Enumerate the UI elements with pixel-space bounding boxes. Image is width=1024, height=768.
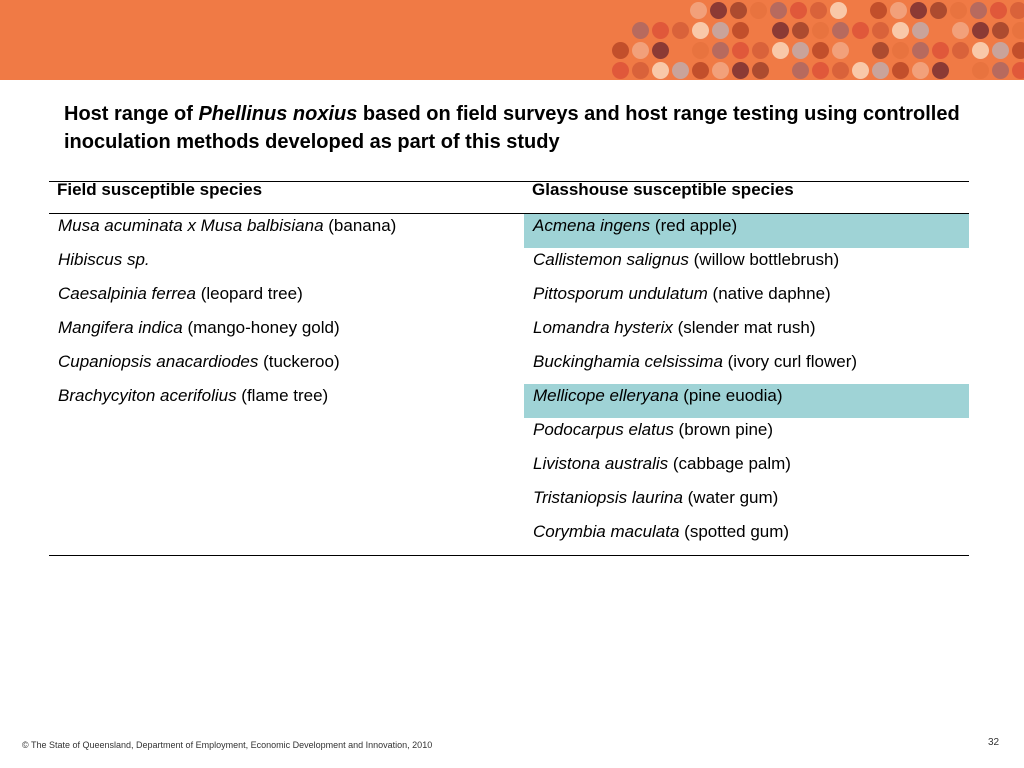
scientific-name: Mellicope elleryana: [533, 386, 679, 405]
banner-dot: [672, 62, 689, 79]
field-species-cell: [58, 386, 328, 406]
banner-dot: [690, 2, 707, 19]
field-species-cell: [58, 352, 340, 372]
banner-dot: [992, 62, 1009, 79]
scientific-name: Livistona australis: [533, 454, 669, 473]
banner-dot: [692, 22, 709, 39]
common-name: (slender mat rush): [672, 318, 816, 337]
field-species-cell: [58, 250, 150, 270]
field-species-cell: [58, 318, 340, 338]
banner-dot: [692, 62, 709, 79]
banner-dot: [810, 2, 827, 19]
banner-dot: [710, 2, 727, 19]
glasshouse-species-cell: [533, 250, 839, 270]
banner-dot: [732, 62, 749, 79]
common-name: (red apple): [650, 216, 738, 235]
banner-dot: [612, 42, 629, 59]
glasshouse-species-cell: [533, 352, 857, 372]
banner-dot: [652, 42, 669, 59]
banner-dot: [732, 42, 749, 59]
copyright-footer: © The State of Queensland, Department of Employment, Economic Development and Innovation, 2010: [22, 740, 433, 750]
banner-dot: [792, 42, 809, 59]
banner-dot: [892, 42, 909, 59]
glasshouse-species-cell: [533, 386, 783, 406]
banner-dot: [970, 2, 987, 19]
scientific-name: Acmena ingens: [533, 216, 651, 235]
glasshouse-species-cell: [533, 284, 831, 304]
title-rest: based on field surveys and host range testing using controlled inoculation methods developed as part of this study: [64, 103, 960, 153]
common-name: (cabbage palm): [668, 454, 791, 473]
common-name: (brown pine): [673, 420, 774, 439]
banner-dot: [832, 62, 849, 79]
banner-dot: [612, 62, 629, 79]
banner-dot: [812, 42, 829, 59]
header-banner: [0, 0, 1024, 80]
banner-dot: [852, 22, 869, 39]
banner-dot: [932, 42, 949, 59]
banner-dot: [632, 62, 649, 79]
banner-dot: [712, 62, 729, 79]
common-name: (flame tree): [236, 386, 329, 405]
banner-dot: [672, 22, 689, 39]
common-name: (leopard tree): [195, 284, 303, 303]
scientific-name: Musa acuminata x Musa balbisiana: [58, 216, 324, 235]
common-name: (willow bottlebrush): [688, 250, 840, 269]
page-number: 32: [988, 737, 1000, 748]
banner-dot: [872, 62, 889, 79]
glasshouse-species-cell: [533, 420, 773, 440]
banner-dot: [992, 22, 1009, 39]
banner-dot: [752, 42, 769, 59]
glasshouse-species-cell: [533, 522, 789, 542]
banner-dot: [792, 22, 809, 39]
banner-dot: [772, 42, 789, 59]
banner-dot: [892, 62, 909, 79]
banner-dot: [912, 62, 929, 79]
field-species-cell: [58, 284, 303, 304]
title-prefix: Host range of: [64, 103, 199, 125]
table-bottom-rule: [49, 555, 969, 556]
glasshouse-species-cell: [533, 488, 778, 508]
scientific-name: Brachycyiton acerifolius: [58, 386, 237, 405]
banner-dot: [972, 22, 989, 39]
banner-dot: [912, 42, 929, 59]
banner-dot: [712, 22, 729, 39]
banner-dot: [812, 22, 829, 39]
banner-dot: [872, 42, 889, 59]
scientific-name: Podocarpus elatus: [533, 420, 674, 439]
glasshouse-species-cell: [533, 318, 816, 338]
banner-dot: [830, 2, 847, 19]
header-bottom-rule: [49, 213, 969, 214]
banner-dot: [812, 62, 829, 79]
banner-dot: [832, 42, 849, 59]
banner-dot: [712, 42, 729, 59]
banner-dot: [930, 2, 947, 19]
scientific-name: Callistemon salignus: [533, 250, 689, 269]
banner-dot: [692, 42, 709, 59]
glasshouse-species-cell: [533, 454, 791, 474]
banner-dot: [992, 42, 1009, 59]
scientific-name: Mangifera indica: [58, 318, 183, 337]
banner-dot: [910, 2, 927, 19]
banner-dot: [772, 22, 789, 39]
banner-dot: [952, 22, 969, 39]
banner-dot: [1012, 22, 1024, 39]
slide-title: [64, 100, 964, 156]
banner-dot: [870, 2, 887, 19]
title-species: Phellinus noxius: [198, 103, 358, 125]
banner-dot: [1010, 2, 1024, 19]
banner-dot: [872, 22, 889, 39]
common-name: (water gum): [682, 488, 779, 507]
banner-dot: [952, 42, 969, 59]
common-name: (spotted gum): [679, 522, 790, 541]
banner-dot: [730, 2, 747, 19]
banner-dot: [912, 22, 929, 39]
banner-dot: [990, 2, 1007, 19]
banner-dot: [1012, 42, 1024, 59]
banner-dot: [652, 22, 669, 39]
scientific-name: Pittosporum undulatum: [533, 284, 708, 303]
banner-dot: [792, 62, 809, 79]
common-name: (banana): [323, 216, 397, 235]
banner-dot: [950, 2, 967, 19]
banner-dot: [932, 62, 949, 79]
scientific-name: Corymbia maculata: [533, 522, 680, 541]
scientific-name: Buckinghamia celsissima: [533, 352, 723, 371]
scientific-name: Lomandra hysterix: [533, 318, 673, 337]
banner-dot: [632, 22, 649, 39]
field-species-cell: [58, 216, 396, 236]
banner-dot: [632, 42, 649, 59]
scientific-name: Caesalpinia ferrea: [58, 284, 196, 303]
scientific-name: Hibiscus sp.: [58, 250, 150, 269]
banner-dot: [972, 42, 989, 59]
common-name: (pine euodia): [678, 386, 783, 405]
common-name: (native daphne): [707, 284, 831, 303]
banner-dot: [852, 62, 869, 79]
scientific-name: Cupaniopsis anacardiodes: [58, 352, 259, 371]
glasshouse-species-cell: [533, 216, 737, 236]
banner-dot: [750, 2, 767, 19]
banner-dot: [770, 2, 787, 19]
banner-dot: [972, 62, 989, 79]
banner-dot: [732, 22, 749, 39]
banner-dot: [832, 22, 849, 39]
scientific-name: Tristaniopsis laurina: [533, 488, 683, 507]
banner-dot: [752, 62, 769, 79]
header-glasshouse: Glasshouse susceptible species: [532, 180, 794, 199]
banner-dot: [790, 2, 807, 19]
header-field: Field susceptible species: [57, 180, 263, 199]
banner-dot: [892, 22, 909, 39]
banner-dot: [1012, 62, 1024, 79]
banner-dot: [652, 62, 669, 79]
common-name: (ivory curl flower): [722, 352, 858, 371]
banner-dot: [890, 2, 907, 19]
common-name: (mango-honey gold): [182, 318, 340, 337]
common-name: (tuckeroo): [258, 352, 340, 371]
